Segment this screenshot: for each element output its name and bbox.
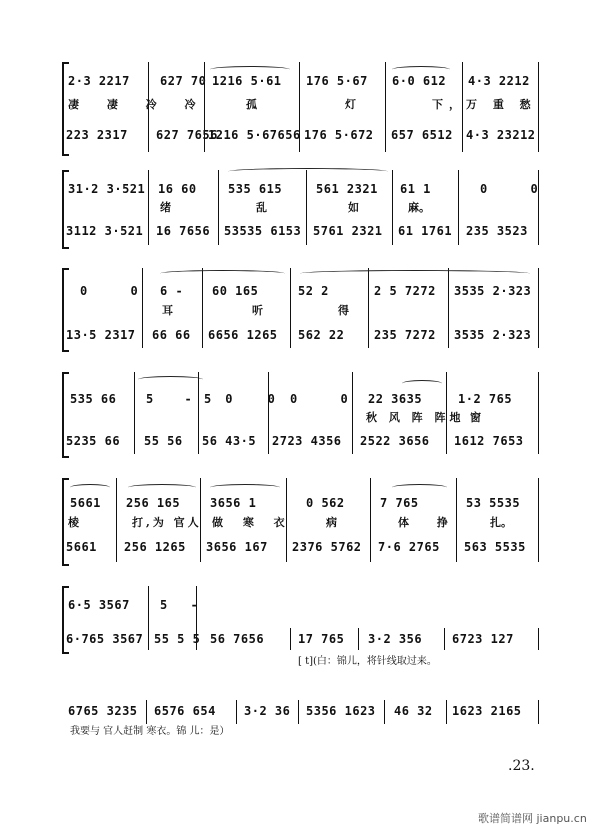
voice-measure: 5 - bbox=[160, 598, 206, 612]
accomp-measure: 46 32 bbox=[394, 704, 433, 718]
voice-measure: 1216 5·61 bbox=[212, 74, 282, 88]
accomp-measure: 6723 127 bbox=[452, 632, 514, 646]
voice-measure: 5661 bbox=[70, 496, 101, 510]
voice-measure: 4·3 2212 bbox=[468, 74, 530, 88]
lyric: 扎。 bbox=[490, 516, 512, 529]
voice-measure: 2·3 2217 bbox=[68, 74, 130, 88]
accomp-measure: 235 7272 bbox=[374, 328, 436, 342]
voice-measure: 2 5 7272 bbox=[374, 284, 436, 298]
voice-measure: 6 - bbox=[160, 284, 184, 298]
lyric: 灯 bbox=[345, 98, 356, 111]
accomp-measure: 53535 6153 bbox=[224, 224, 302, 238]
accomp-measure: 17 765 bbox=[298, 632, 345, 646]
accomp-measure: 55 56 bbox=[144, 434, 183, 448]
accomp-measure: 61 1761 bbox=[398, 224, 453, 238]
accomp-measure: 3656 167 bbox=[206, 540, 268, 554]
accomp-measure: 3112 3·521 bbox=[66, 224, 144, 238]
accomp-measure: 2723 4356 bbox=[272, 434, 342, 448]
accomp-measure: 3535 2·323 bbox=[454, 328, 532, 342]
accomp-measure: 6765 3235 bbox=[68, 704, 138, 718]
accomp-measure: 176 5·672 bbox=[304, 128, 374, 142]
voice-measure: 52 2 bbox=[298, 284, 329, 298]
accomp-measure: 223 2317 bbox=[66, 128, 128, 142]
lyric: 窗 bbox=[470, 411, 481, 424]
voice-measure: 60 165 bbox=[212, 284, 259, 298]
accomp-measure: 627 7656 bbox=[156, 128, 218, 142]
voice-measure: 16 60 bbox=[158, 182, 197, 196]
accomp-measure: 6·765 3567 bbox=[66, 632, 144, 646]
accomp-measure: 16 7656 bbox=[156, 224, 211, 238]
voice-measure: 3535 2·323 bbox=[454, 284, 532, 298]
lyric: 麻。 bbox=[408, 201, 430, 214]
accomp-measure: 56 7656 bbox=[210, 632, 265, 646]
voice-measure: 561 2321 bbox=[316, 182, 378, 196]
accomp-measure: 6656 1265 bbox=[208, 328, 278, 342]
accomp-measure: 2376 5762 bbox=[292, 540, 362, 554]
lyric: 绪 bbox=[160, 201, 171, 214]
lyric: 下，万 重 愁 bbox=[432, 98, 537, 111]
accomp-measure: 1623 2165 bbox=[452, 704, 522, 718]
accomp-measure: 4·3 23212 bbox=[466, 128, 536, 142]
voice-measure: 22 3635 bbox=[368, 392, 423, 406]
accomp-measure: 5356 1623 bbox=[306, 704, 376, 718]
spoken-dialogue: 我要与 官人赶制 寒衣。锦 儿：是） bbox=[70, 726, 230, 737]
accomp-measure: 2522 3656 bbox=[360, 434, 430, 448]
accomp-measure: 1216 5·67656 bbox=[208, 128, 301, 142]
accomp-measure: 55 5 5 bbox=[154, 632, 201, 646]
lyric: 孤 bbox=[246, 98, 257, 111]
page-number: .23. bbox=[508, 758, 535, 774]
voice-measure: 3656 1 bbox=[210, 496, 257, 510]
voice-measure: 6·5 3567 bbox=[68, 598, 130, 612]
lyric: 听 bbox=[252, 304, 263, 317]
lyric: 病 bbox=[326, 516, 337, 529]
accomp-measure: 7·6 2765 bbox=[378, 540, 440, 554]
lyric: 做 寒 衣 bbox=[212, 516, 293, 529]
voice-measure: 0 0 bbox=[80, 284, 156, 298]
lyric: 秋 风 阵 阵地 bbox=[366, 411, 465, 424]
voice-measure: 176 5·67 bbox=[306, 74, 368, 88]
voice-measure: 535 615 bbox=[228, 182, 283, 196]
voice-measure: 0 0 bbox=[290, 392, 366, 406]
accomp-measure: 256 1265 bbox=[124, 540, 186, 554]
accomp-measure: 6576 654 bbox=[154, 704, 216, 718]
voice-measure: 627 70 bbox=[160, 74, 207, 88]
lyric: 体 挣 bbox=[398, 516, 460, 529]
voice-measure: 5 - bbox=[146, 392, 204, 406]
accomp-measure: 3·2 356 bbox=[368, 632, 423, 646]
voice-measure: 0 562 bbox=[306, 496, 345, 510]
voice-measure: 0 0 bbox=[480, 182, 556, 196]
voice-measure: 7 765 bbox=[380, 496, 419, 510]
accomp-measure: 657 6512 bbox=[391, 128, 453, 142]
lyric: 如 bbox=[348, 201, 359, 214]
voice-measure: 61 1 bbox=[400, 182, 431, 196]
lyric: 凄 凄 冷 冷 bbox=[68, 98, 208, 111]
accomp-measure: 562 22 bbox=[298, 328, 345, 342]
accomp-measure: 66 66 bbox=[152, 328, 191, 342]
lyric: 乱 bbox=[256, 201, 267, 214]
accomp-measure: 13·5 2317 bbox=[66, 328, 136, 342]
accomp-measure: 563 5535 bbox=[464, 540, 526, 554]
voice-measure: 1·2 765 bbox=[458, 392, 513, 406]
watermark: 歌谱简谱网 jianpu.cn bbox=[478, 812, 587, 825]
accomp-measure: 235 3523 bbox=[466, 224, 528, 238]
lyric: 棱 bbox=[68, 516, 79, 529]
accomp-measure: 5235 66 bbox=[66, 434, 121, 448]
lyric: 得 bbox=[338, 304, 349, 317]
voice-measure: 53 5535 bbox=[466, 496, 521, 510]
voice-measure: 31·2 3·521 bbox=[68, 182, 146, 196]
spoken-dialogue: [ t](白：锦儿，将针线取过来。 bbox=[298, 656, 437, 667]
voice-measure: 535 66 bbox=[70, 392, 117, 406]
accomp-measure: 5761 2321 bbox=[313, 224, 383, 238]
voice-measure: 50 0 bbox=[204, 392, 289, 406]
accomp-measure: 1612 7653 bbox=[454, 434, 524, 448]
accomp-measure: 5661 bbox=[66, 540, 97, 554]
accomp-measure: 3·2 36 bbox=[244, 704, 291, 718]
voice-measure: 6·0 612 bbox=[392, 74, 447, 88]
lyric: 打,为 官人 bbox=[132, 516, 202, 529]
lyric: 耳 bbox=[162, 304, 173, 317]
accomp-measure: 56 43·5 bbox=[202, 434, 257, 448]
voice-measure: 256 165 bbox=[126, 496, 181, 510]
